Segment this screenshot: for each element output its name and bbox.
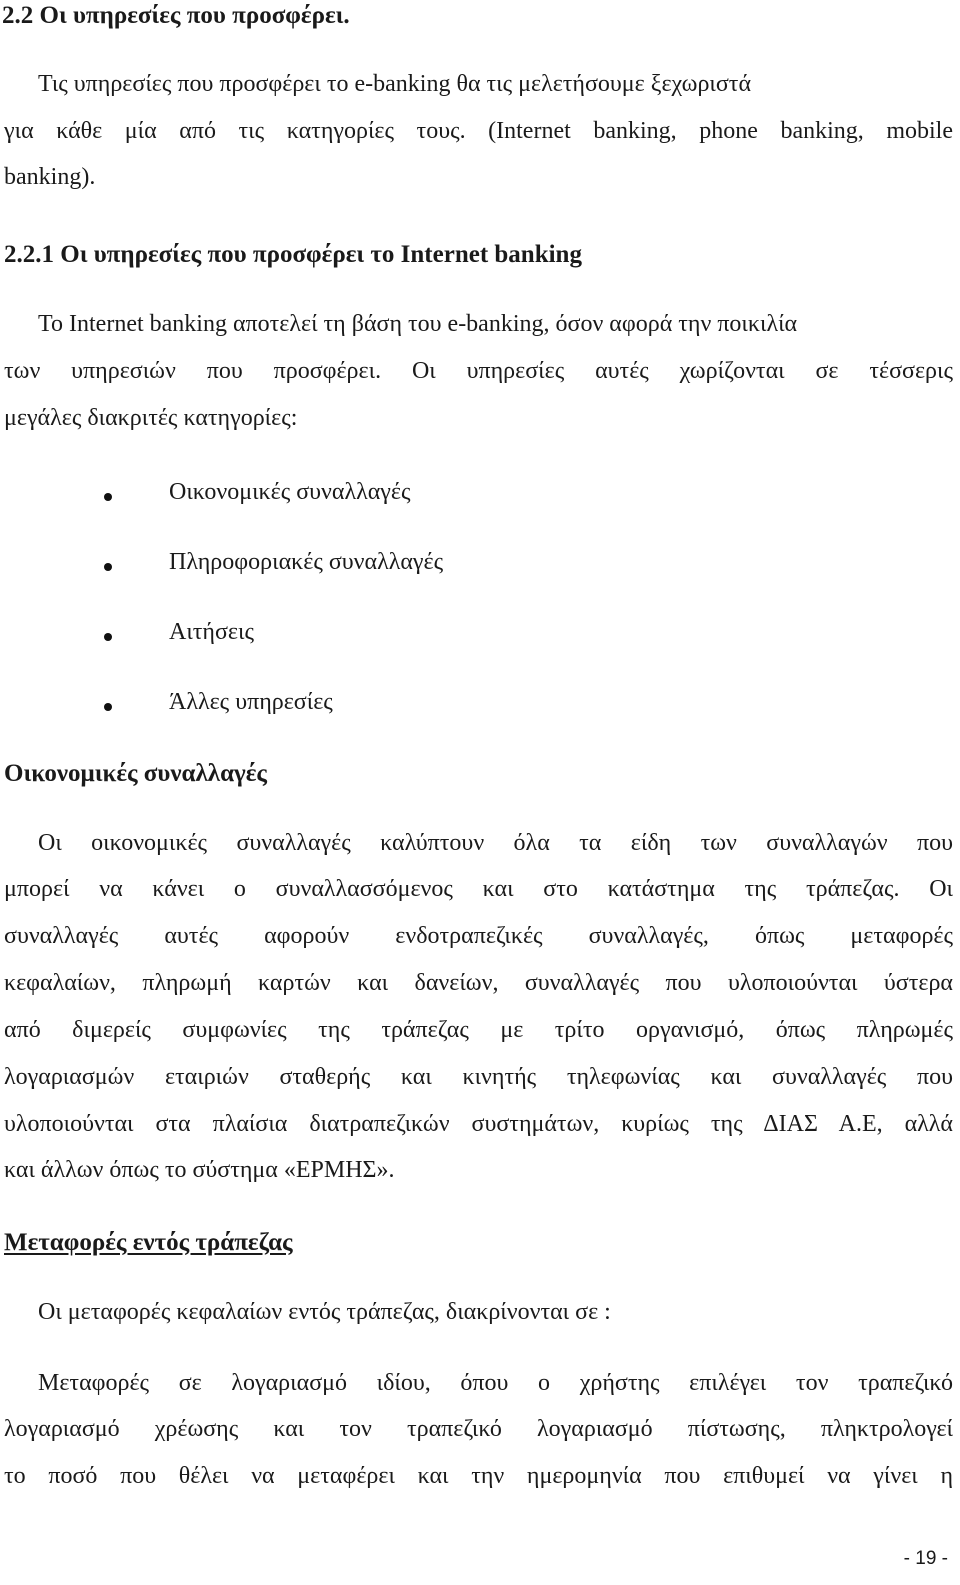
financial-line-6: λογαριασμών εταιριών σταθερής και κινητής τηλεφωνίας και συναλλαγές που <box>4 1064 953 1090</box>
bullet-icon <box>104 563 112 571</box>
internet-line-2: των υπηρεσιών που προσφέρει. Οι υπηρεσίες αυτές χωρίζονται σε τέσσερις <box>4 358 953 384</box>
financial-line-8: και άλλων όπως το σύστημα «ΕΡΜΗΣ». <box>4 1157 395 1183</box>
transfers-intro: Οι μεταφορές κεφαλαίων εντός τράπεζας, διακρίνονται σε : <box>38 1299 611 1325</box>
list-item-label: Πληροφοριακές συναλλαγές <box>169 549 444 575</box>
bullet-icon <box>104 703 112 711</box>
internet-line-3: μεγάλες διακριτές κατηγορίες: <box>4 405 298 431</box>
transfers-heading: Μεταφορές εντός τράπεζας <box>4 1229 293 1256</box>
list-item-label: Αιτήσεις <box>169 619 254 645</box>
bullet-icon <box>104 493 112 501</box>
bullet-icon <box>104 633 112 641</box>
list-item-label: Οικονομικές συναλλαγές <box>169 479 411 505</box>
financial-line-4: κεφαλαίων, πληρωμή καρτών και δανείων, συναλλαγές που υλοποιούνται ύστερα <box>4 970 953 996</box>
transfers-line-1: Μεταφορές σε λογαριασμό ιδίου, όπου ο χρήστης επιλέγει τον τραπεζικό <box>38 1370 953 1396</box>
page-number: - 19 - <box>903 1548 948 1569</box>
intro-line-3: banking). <box>4 164 96 190</box>
financial-line-5: από διμερείς συμφωνίες της τράπεζας με τρίτο οργανισμό, όπως πληρωμές <box>4 1017 953 1043</box>
internet-line-1: Το Internet banking αποτελεί τη βάση του e-banking, όσον αφορά την ποικιλία <box>38 311 798 337</box>
intro-line-1: Τις υπηρεσίες που προσφέρει το e-banking θα τις μελετήσουμε ξεχωριστά <box>38 71 752 97</box>
financial-line-2: μπορεί να κάνει ο συναλλασσόμενος και στο κατάστημα της τράπεζας. Οι <box>4 876 953 902</box>
financial-heading: Οικονομικές συναλλαγές <box>4 760 267 787</box>
list-item-label: Άλλες υπηρεσίες <box>169 689 333 715</box>
section-heading: 2.2 Οι υπηρεσίες που προσφέρει. <box>2 2 350 29</box>
transfers-line-3: το ποσό που θέλει να μεταφέρει και την ημερομηνία που επιθυμεί να γίνει η <box>4 1463 953 1489</box>
intro-line-2: για κάθε μία από τις κατηγορίες τους. (Internet banking, phone banking, mobile <box>4 118 953 144</box>
subsection-heading: 2.2.1 Οι υπηρεσίες που προσφέρει το Internet banking <box>4 241 582 268</box>
financial-line-3: συναλλαγές αυτές αφορούν ενδοτραπεζικές συναλλαγές, όπως μεταφορές <box>4 923 953 949</box>
financial-line-7: υλοποιούνται στα πλαίσια διατραπεζικών συστημάτων, κυρίως της ΔΙΑΣ Α.Ε, αλλά <box>4 1111 953 1137</box>
financial-line-1: Οι οικονομικές συναλλαγές καλύπτουν όλα τα είδη των συναλλαγών που <box>38 830 953 856</box>
transfers-line-2: λογαριασμό χρέωσης και τον τραπεζικό λογαριασμό πίστωσης, πληκτρολογεί <box>4 1416 953 1442</box>
